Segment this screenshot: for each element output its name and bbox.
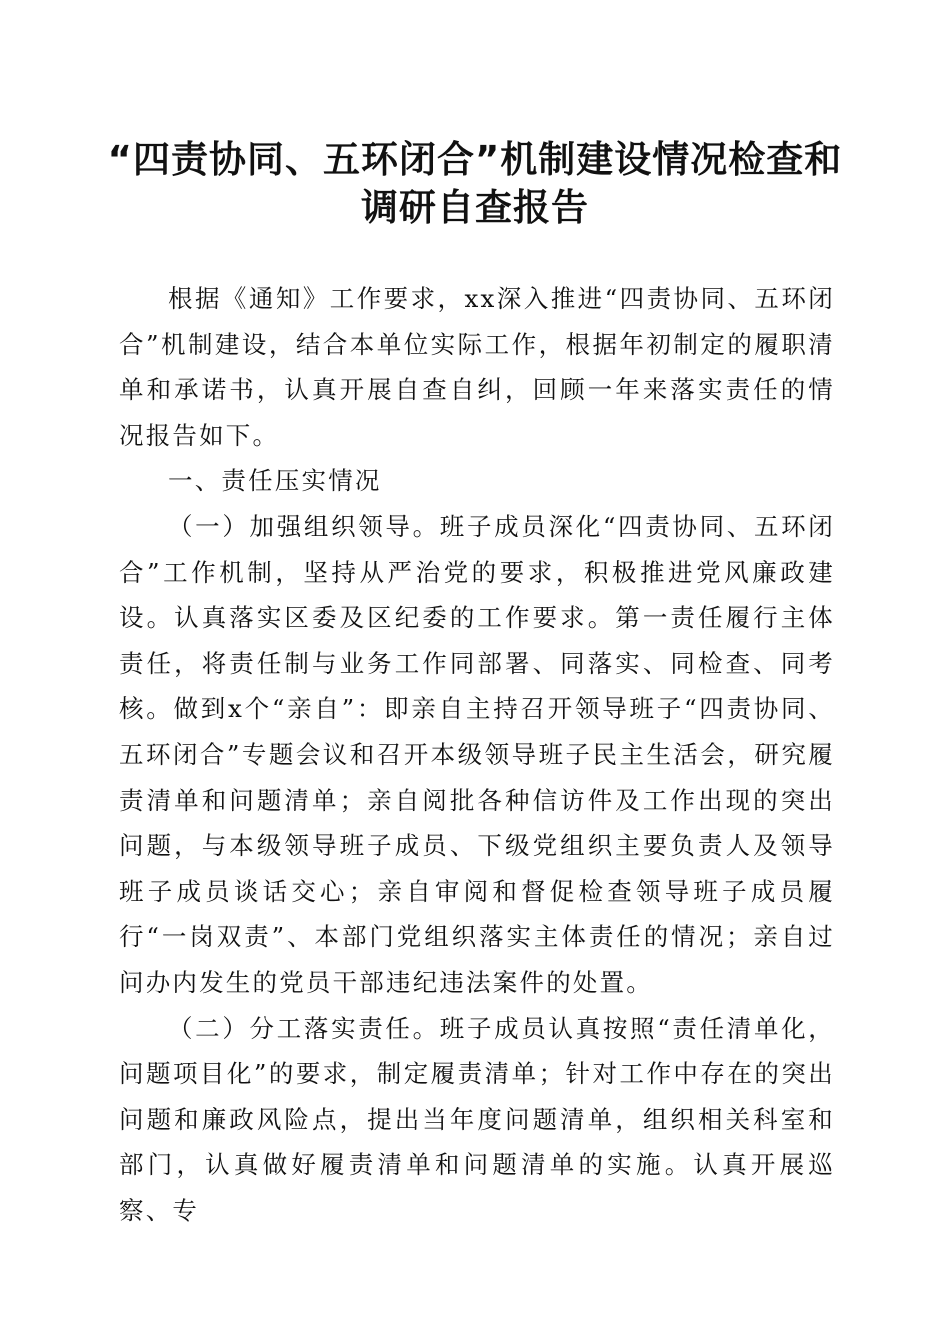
paragraph-1-lead: （一）加强组织领导。 [168,511,440,541]
title-line-1: “四责协同、五环闭合”机制建设情况检查和 [107,138,843,181]
title-line-2: 调研自查报告 [361,186,589,229]
document-title [100,136,850,232]
paragraph-2-text: 班子成员认真按照“责任清单化，问题项目化”的要求，制定履责清单；针对工作中存在的突出问题和廉政风险点，提出当年度问题清单，组织相关科室和部门，认真做好履责清单和问题清单的实施。认真开展巡察、专 [119,1013,835,1225]
document-body [119,276,835,1233]
section-heading-1: 一、责任压实情况 [168,466,382,496]
paragraph-2 [119,1006,835,1234]
intro-paragraph: 根据《通知》工作要求，xx深入推进“四责协同、五环闭合”机制建设，结合本单位实际工作，根据年初制定的履职清单和承诺书，认真开展自查自纠，回顾一年来落实责任的情况报告如下。 [119,284,835,450]
paragraph-1 [119,504,835,1006]
paragraph-1-text: 班子成员深化“四责协同、五环闭合”工作机制，坚持从严治党的要求，积极推进党风廉政建设。认真落实区委及区纪委的工作要求。第一责任履行主体责任，将责任制与业务工作同部署、同落实、同检查、同考核。做到x个“亲自”：即亲自主持召开领导班子“四责协同、五环闭合”专题会议和召开本级领导班子民主生活会，研究履责清单和问题清单；亲自阅批各种信访件及工作出现的突出问题，与本级领导班子成员、下级党组织主要负责人及领导班子成员谈话交心；亲自审阅和督促检查领导班子成员履行“一岗双责”、本部门党组织落实主体责任的情况；亲自过问办内发生的党员干部违纪违法案件的处置。 [119,511,835,997]
paragraph-2-lead: （二）分工落实责任。 [168,1013,440,1043]
